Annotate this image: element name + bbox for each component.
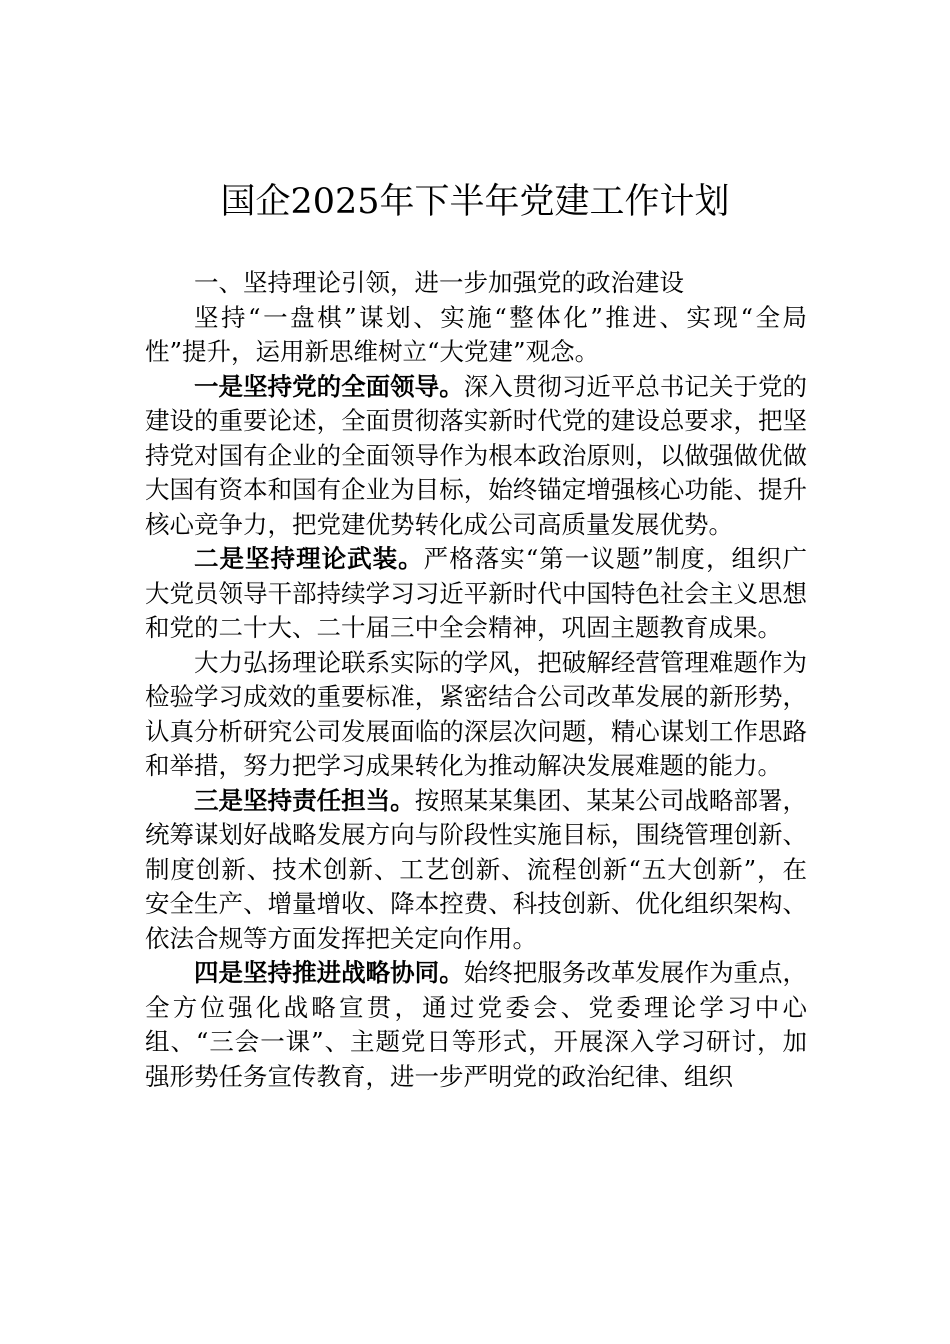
intro-paragraph: 坚持“一盘棋”谋划、实施“整体化”推进、实现“全局性”提升，运用新思维树立“大党建”观念。 [145, 302, 807, 366]
paragraph-3 [145, 646, 807, 784]
paragraph-1 [145, 370, 807, 543]
paragraph-text: 严格落实“第一议题”制度，组织广大党员领导干部持续学习习近平新时代中国特色社会主义思想和党的二十大、二十届三中全会精神，巩固主题教育成果。 [145, 544, 807, 642]
document-body [145, 266, 807, 1094]
paragraph-lead: 一是坚持党的全面领导。 [194, 371, 464, 401]
paragraph-lead: 三是坚持责任担当。 [194, 785, 415, 815]
paragraph-text: 深入贯彻习近平总书记关于党的建设的重要论述，全面贯彻落实新时代党的建设总要求，把坚持党对国有企业的全面领导作为根本政治原则，以做强做优做大国有资本和国有企业为目标，始终锚定增强核心功能、提升核心竞争力，把党建优势转化成公司高质量发展优势。 [145, 371, 808, 539]
paragraph-5 [145, 956, 807, 1094]
paragraph-4 [145, 784, 807, 957]
document-title: 国企2025年下半年党建工作计划 [220, 182, 730, 222]
paragraph-text: 始终把服务改革发展作为重点，全方位强化战略宣贯，通过党委会、党委理论学习中心组、“三会一课”、主题党日等形式，开展深入学习研讨，加强形势任务宣传教育，进一步严明党的政治纪律、组织 [145, 958, 808, 1091]
section-heading: 一、坚持理论引领，进一步加强党的政治建设 [194, 268, 684, 297]
paragraph-lead: 二是坚持理论武装。 [194, 544, 424, 573]
paragraph-lead: 四是坚持推进战略协同。 [194, 958, 464, 987]
paragraph-text: 大力弘扬理论联系实际的学风，把破解经营管理难题作为检验学习成效的重要标准，紧密结合公司改革发展的新形势，认真分析研究公司发展面临的深层次问题，精心谋划工作思路和举措，努力把学习成果转化为推动解决发展难题的能力。 [145, 647, 807, 780]
paragraph-2 [145, 542, 807, 646]
paragraph-text: 按照某某集团、某某公司战略部署，统筹谋划好战略发展方向与阶段性实施目标，围绕管理创新、制度创新、技术创新、工艺创新、流程创新“五大创新”，在安全生产、增量增收、降本控费、科技创新、优化组织架构、依法合规等方面发挥把关定向作用。 [145, 785, 807, 953]
